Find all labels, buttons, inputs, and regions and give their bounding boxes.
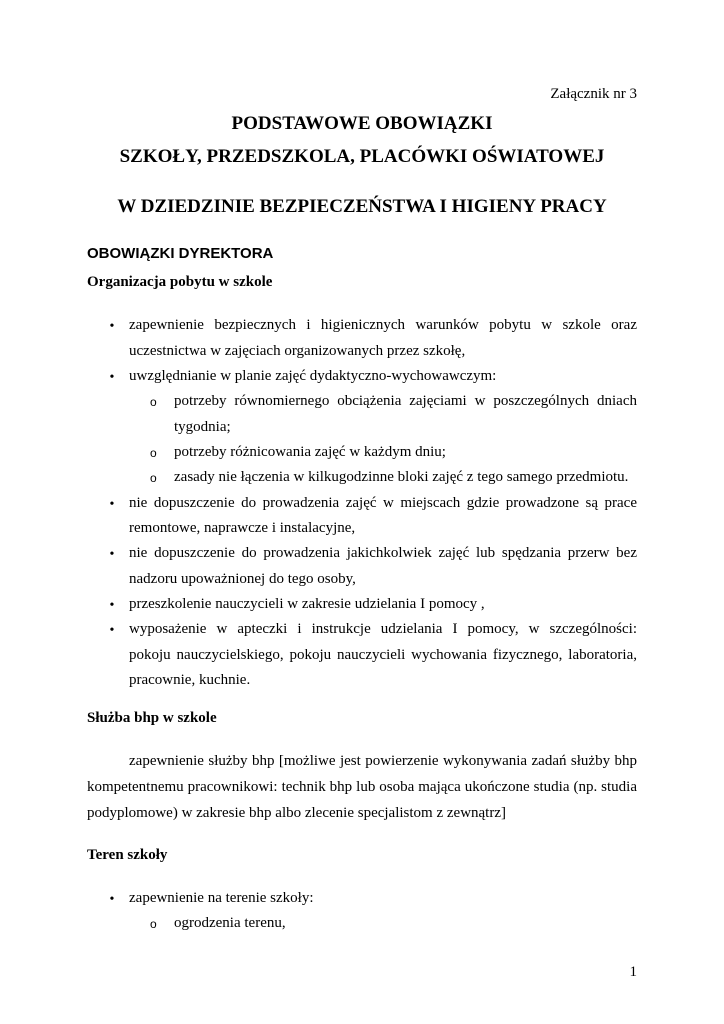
bullet-marker: • — [109, 370, 115, 385]
bullet-marker: • — [109, 623, 115, 638]
page-number: 1 — [629, 964, 637, 980]
sub-bullet-1-line-2: tygodnia; — [174, 419, 231, 435]
paragraph-line-3: podyplomowe) w zakresie bhp albo zlecenie specjalistom z zewnątrz] — [87, 805, 506, 821]
sub-bullet-marker: o — [150, 471, 157, 485]
section-heading: OBOWIĄZKI DYREKTORA — [87, 245, 274, 262]
sub-bullet-marker: o — [150, 917, 157, 931]
bullet-3-line-1: nie dopuszczenie do prowadzenia zajęć w miejscach gdzie prowadzone są prace — [129, 495, 637, 511]
bullet-3-line-2: remontowe, naprawcze i instalacyjne, — [129, 520, 356, 536]
bullet-4-line-2: nadzoru upoważnionej do tego osoby, — [129, 571, 356, 587]
bullet-marker: • — [109, 598, 115, 613]
paragraph-line-2: kompetentnemu pracownikowi: technik bhp lub osoba mająca ukończone studia (np. studia — [87, 779, 637, 795]
subheading-teren-szkoly: Teren szkoły — [87, 847, 168, 863]
bullet-6-line-1: wyposażenie w apteczki i instrukcje udzielania I pomocy, w szczególności: — [129, 621, 637, 637]
title-line-2: SZKOŁY, PRZEDSZKOLA, PLACÓWKI OŚWIATOWEJ — [119, 146, 605, 167]
bullet-marker: • — [109, 547, 115, 562]
subheading-organizacja: Organizacja pobytu w szkole — [87, 274, 273, 290]
bullet-6-line-3: pracownie, kuchnie. — [129, 672, 251, 688]
sub-bullet-1-line-1: potrzeby równomiernego obciążenia zajęciami w poszczególnych dniach — [174, 393, 637, 409]
annex-label: Załącznik nr 3 — [550, 86, 637, 102]
sub-bullet-marker: o — [150, 395, 157, 409]
sub-bullet-3-line-1: zasady nie łączenia w kilkugodzinne bloki zajęć z tego samego przedmiotu. — [174, 469, 629, 485]
title-line-1: PODSTAWOWE OBOWIĄZKI — [231, 113, 493, 134]
bullet-marker: • — [109, 497, 115, 512]
bullet-5-line-1: przeszkolenie nauczycieli w zakresie udzielania I pomocy , — [129, 596, 485, 612]
sub-bullet-2-line-1: potrzeby różnicowania zajęć w każdym dniu; — [174, 444, 446, 460]
bullet-4-line-1: nie dopuszczenie do prowadzenia jakichkolwiek zajęć lub spędzania przerw bez — [129, 545, 637, 561]
bullet-1-line-2: uczestnictwa w zajęciach organizowanych przez szkołę, — [129, 343, 466, 359]
bullet-7-line-1: zapewnienie na terenie szkoły: — [129, 890, 314, 906]
bullet-2-line-1: uwzględnianie w planie zajęć dydaktyczno-wychowawczym: — [129, 368, 497, 384]
sub-bullet-4-line-1: ogrodzenia terenu, — [174, 915, 286, 931]
bullet-6-line-2: pokoju nauczycielskiego, pokoju nauczycieli wychowania fizycznego, laboratoria, — [129, 647, 637, 663]
sub-bullet-marker: o — [150, 446, 157, 460]
paragraph-line-1: zapewnienie służby bhp [możliwe jest powierzenie wykonywania zadań służby bhp — [129, 753, 637, 769]
bullet-1-line-1: zapewnienie bezpiecznych i higienicznych warunków pobytu w szkole oraz — [129, 317, 637, 333]
title-line-3: W DZIEDZINIE BEZPIECZEŃSTWA I HIGIENY PRACY — [117, 196, 607, 217]
subheading-sluzba-bhp: Służba bhp w szkole — [87, 710, 217, 726]
bullet-marker: • — [109, 319, 115, 334]
bullet-marker: • — [109, 892, 115, 907]
